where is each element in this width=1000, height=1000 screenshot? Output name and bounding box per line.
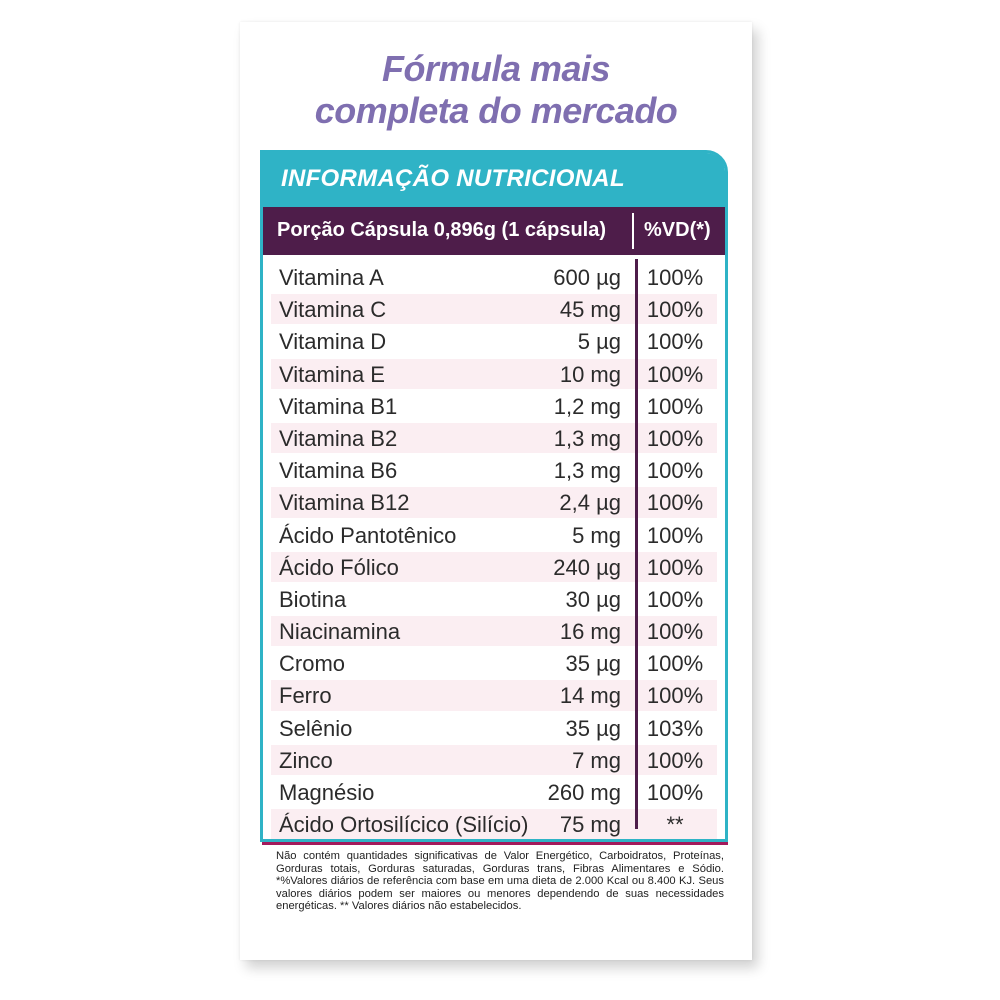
nutrient-name: Vitamina E bbox=[279, 361, 385, 387]
table-row bbox=[263, 261, 725, 293]
nutrient-name: Vitamina A bbox=[279, 265, 384, 290]
nutrient-name: Zinco bbox=[279, 747, 333, 773]
nutrient-amount: 45 mg bbox=[559, 297, 621, 323]
nutrient-vd: 100% bbox=[646, 297, 704, 323]
nutrient-amount: 5 µg bbox=[577, 329, 621, 355]
table-title: INFORMAÇÃO NUTRICIONAL bbox=[281, 165, 625, 192]
nutrient-name: Ácido Pantotênico bbox=[279, 522, 457, 548]
nutrient-amount: 35 µg bbox=[565, 715, 621, 741]
nutrient-name: Vitamina B12 bbox=[279, 490, 410, 516]
nutrient-vd: ** bbox=[666, 812, 684, 838]
column-divider bbox=[635, 259, 638, 829]
nutrient-name: Vitamina B6 bbox=[279, 458, 398, 484]
table-row bbox=[263, 422, 725, 454]
nutrient-amount: 2,4 µg bbox=[559, 490, 621, 516]
nutrient-vd: 100% bbox=[646, 361, 704, 387]
nutrient-amount: 1,2 mg bbox=[553, 393, 621, 419]
footnote-text: Não contém quantidades significativas de Valor Energético, Carboidratos, Proteínas, Gorduras totais, Gorduras saturadas, Gorduras trans, Fibras Alimentares e Sódio. *%Valores diários de referência com base em uma dieta de 2.000 Kcal ou 8.400 KJ. Seus valores diários podem ser maiores ou menores dependendo de suas necessidades energéticas. ** Valores diários não estabelecidos. bbox=[276, 850, 724, 913]
nutrient-vd: 100% bbox=[646, 554, 704, 580]
table-bottom-rule bbox=[262, 842, 728, 845]
nutrient-amount: 16 mg bbox=[559, 619, 621, 645]
table-row bbox=[263, 293, 725, 325]
nutrient-vd: 100% bbox=[646, 747, 704, 773]
nutrient-vd: 103% bbox=[646, 715, 704, 741]
nutrient-name: Vitamina B2 bbox=[279, 425, 398, 451]
nutrient-vd: 100% bbox=[646, 265, 704, 290]
nutrient-amount: 260 mg bbox=[547, 780, 621, 805]
table-row bbox=[263, 808, 725, 840]
headline-line-2: completa do mercado bbox=[314, 90, 678, 131]
nutrient-vd: 100% bbox=[646, 683, 704, 709]
nutrient-vd: 100% bbox=[646, 651, 704, 677]
nutrient-vd: 100% bbox=[646, 780, 704, 805]
table-row bbox=[263, 358, 725, 390]
nutrient-amount: 1,3 mg bbox=[553, 458, 621, 484]
table-row bbox=[263, 325, 725, 357]
nutrient-name: Vitamina D bbox=[279, 329, 387, 355]
table-row bbox=[263, 486, 725, 518]
nutrient-amount: 5 mg bbox=[572, 522, 621, 548]
headline-line-1: Fórmula mais bbox=[381, 48, 611, 89]
table-row bbox=[263, 776, 725, 808]
table-row bbox=[263, 551, 725, 583]
nutrient-vd: 100% bbox=[646, 458, 704, 484]
nutrient-rows bbox=[263, 261, 725, 840]
table-header-bar bbox=[263, 207, 725, 255]
nutrient-vd: 100% bbox=[646, 393, 704, 419]
nutrient-vd: 100% bbox=[646, 490, 704, 516]
nutrient-name: Cromo bbox=[279, 651, 346, 677]
portion-header: Porção Cápsula 0,896g (1 cápsula) bbox=[277, 219, 607, 241]
table-row bbox=[263, 519, 725, 551]
nutrient-name: Niacinamina bbox=[279, 619, 401, 645]
nutrient-name: Magnésio bbox=[279, 780, 375, 805]
nutrient-name: Ácido Fólico bbox=[279, 554, 399, 580]
nutrient-vd: 100% bbox=[646, 425, 704, 451]
nutrient-amount: 10 mg bbox=[559, 361, 621, 387]
table-row bbox=[263, 583, 725, 615]
table-row bbox=[263, 712, 725, 744]
nutrient-name: Vitamina C bbox=[279, 297, 387, 323]
table-row bbox=[263, 615, 725, 647]
nutrient-amount: 7 mg bbox=[572, 747, 621, 773]
table-row bbox=[263, 647, 725, 679]
nutrient-vd: 100% bbox=[646, 586, 704, 612]
nutrient-amount: 30 µg bbox=[565, 586, 621, 612]
nutrient-amount: 75 mg bbox=[559, 812, 621, 838]
table-title-bar bbox=[263, 153, 725, 207]
nutrient-name: Selênio bbox=[279, 715, 353, 741]
table-row bbox=[263, 679, 725, 711]
nutrient-amount: 240 µg bbox=[553, 554, 621, 580]
nutrient-name: Vitamina B1 bbox=[279, 393, 398, 419]
nutrient-vd: 100% bbox=[646, 619, 704, 645]
nutrient-amount: 35 µg bbox=[565, 651, 621, 677]
nutrient-amount: 1,3 mg bbox=[553, 425, 621, 451]
nutrient-vd: 100% bbox=[646, 522, 704, 548]
vd-header: %VD(*) bbox=[644, 219, 711, 241]
nutrient-vd: 100% bbox=[646, 329, 704, 355]
nutrient-name: Ferro bbox=[279, 683, 332, 709]
nutrient-name: Biotina bbox=[279, 586, 347, 612]
table-row bbox=[263, 454, 725, 486]
table-row bbox=[263, 390, 725, 422]
header-divider bbox=[632, 213, 634, 249]
nutrient-name: Ácido Ortosilícico (Silício) bbox=[279, 812, 529, 838]
table-row bbox=[263, 744, 725, 776]
nutrition-table bbox=[260, 150, 728, 842]
nutrient-amount: 600 µg bbox=[553, 265, 621, 290]
nutrient-amount: 14 mg bbox=[559, 683, 621, 709]
